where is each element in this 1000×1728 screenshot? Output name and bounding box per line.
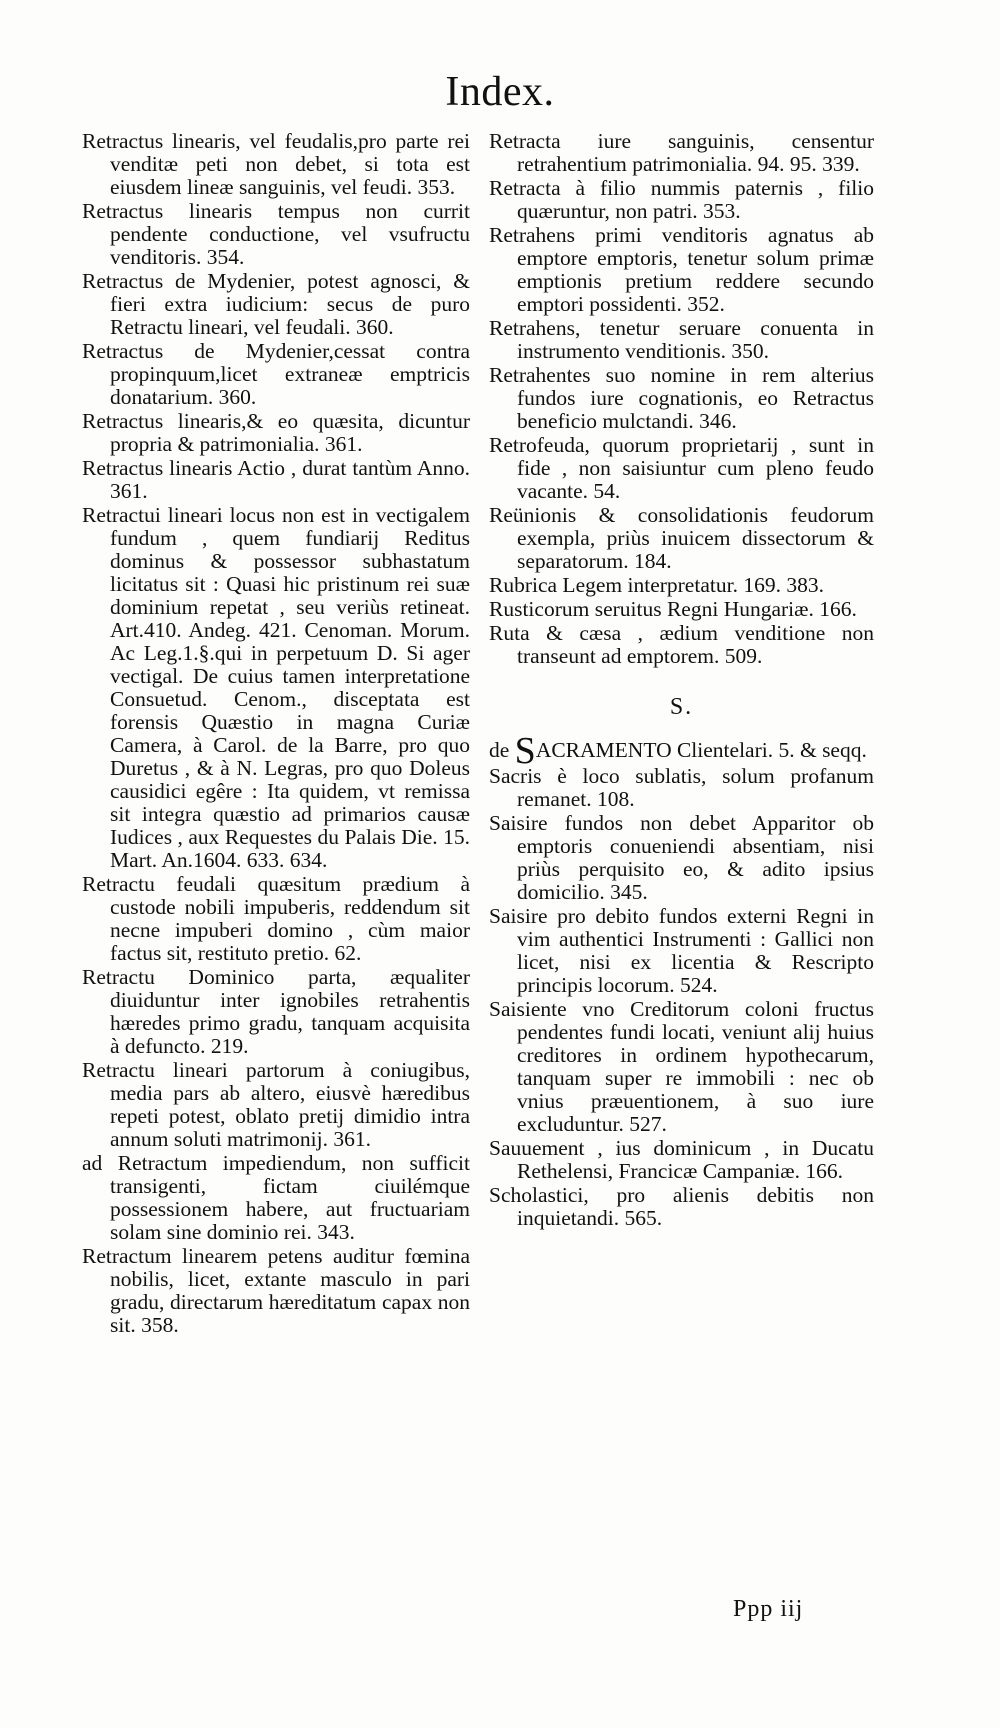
index-entry: Retractus linearis tempus non currit pendente conductione, vel vsufructu venditoris. 354. — [82, 199, 470, 269]
index-entry: Rusticorum seruitus Regni Hungariæ. 166. — [489, 597, 857, 621]
index-entry: Sauuement , ius dominicum , in Ducatu Rethelensi, Francicæ Campaniæ. 166. — [489, 1136, 874, 1183]
index-entry: Retrahens primi venditoris agnatus ab emptore emptoris, tenetur solum primæ emptionis pretium reddere secundo emptori possidenti. 352. — [489, 223, 874, 316]
index-entry: ad Retractum impediendum, non sufficit transigenti, fictam ciuilémque possessionem habere, aut fructuariam solam sine dominio rei. 343. — [82, 1151, 470, 1244]
index-entry: Retractus de Mydenier,cessat contra propinquum,licet extraneæ emptricis donatarium. 360. — [82, 339, 470, 409]
left-column — [82, 130, 470, 1338]
index-entry: Retractus linearis Actio , durat tantùm Anno. 361. — [82, 456, 470, 503]
catchword-signature: Ppp iij — [733, 1596, 804, 1622]
index-entry: Retrahens, tenetur seruare conuenta in instrumento venditionis. 350. — [489, 316, 874, 363]
section-first-text: ACRAMENTO Clientelari. 5. & seqq. — [535, 738, 867, 762]
index-entry: Saisire fundos non debet Apparitor ob emptoris conueniendi absentiam, nisi priùs perquisito eo, & adito ipsius domicilio. 345. — [489, 811, 874, 904]
index-entry: Scholastici, pro alienis debitis non inquietandi. 565. — [489, 1183, 874, 1230]
index-entry: Sacris è loco sublatis, solum profanum remanet. 108. — [489, 764, 874, 811]
index-entry: Retractum linearem petens auditur fœmina nobilis, licet, extante masculo in pari gradu, directarum hæreditatum capax non sit. 358. — [82, 1244, 470, 1337]
index-entry: Saisire pro debito fundos externi Regni in vim authentici Instrumenti : Gallici non licet, nisi ex licentia & Rescripto principis locorum. 524. — [489, 904, 874, 997]
index-entry: Retractus linearis,& eo quæsita, dicuntur propria & patrimonialia. 361. — [82, 409, 470, 456]
section-letter-heading: S. — [669, 694, 694, 720]
index-entry: Retractus linearis, vel feudalis,pro parte rei venditæ peti non debet, si tota est eiusdem lineæ sanguinis, vel feudi. 353. — [82, 129, 470, 199]
index-entry: Retrahentes suo nomine in rem alterius fundos iure cognationis, eo Retractus beneficio mulctandi. 346. — [489, 363, 874, 433]
index-entry: Retractus de Mydenier, potest agnosci, & fieri extra iudicium: secus de puro Retractu lineari, vel feudali. 360. — [82, 269, 470, 339]
index-entry: Retracta iure sanguinis, censentur retrahentium patrimonialia. 94. 95. 339. — [489, 129, 874, 176]
index-entry: Rubrica Legem interpretatur. 169. 383. — [489, 573, 824, 597]
index-entry: Ruta & cæsa , ædium venditione non transeunt ad emptorem. 509. — [489, 621, 874, 668]
page-title: Index. — [445, 69, 555, 115]
drop-capital: S — [514, 730, 536, 772]
section-prefix: de — [489, 738, 515, 762]
index-entry: Saisiente vno Creditorum coloni fructus pendentes fundi locati, veniunt alij huius creditores in ordinem hypothecarum, tanquam super re immobili : nec ob vnius præuentionem, à suo iure excluduntur. 527. — [489, 997, 874, 1136]
index-entry: Retrofeuda, quorum proprietarij , sunt in fide , non saisiuntur cum pleno feudo vacante. 54. — [489, 433, 874, 503]
index-entry: Retractu feudali quæsitum prædium à custode nobili impuberis, reddendum sit necne impuberi domino , cùm maior factus sit, restituto pretio. 62. — [82, 872, 470, 965]
right-column — [489, 130, 874, 1231]
index-entry: Retractu lineari partorum à coniugibus, media pars ab altero, eiusvè hæredibus repeti potest, oblato pretij dimidio intra annum soluti matrimonij. 361. — [82, 1058, 470, 1151]
index-entry: Retractui lineari locus non est in vectigalem fundum , quem fundiarij Reditus dominus & possessor subhastatum licitatus sit : Quasi hic pristinum rei suæ dominium repetat , seu veriùs retineat. Art.410. Andeg. 421. Cenoman. Morum. Ac Leg.1.§.qui in perpetuum D. Si ager vectigal. De cuius tamen interpretatione Consuetud. Cenom., disceptata est forensis Quæstio in magna Curiæ Camera, à Carol. de la Barre, pro quo Duretus , & à N. Legras, pro quo Doleus causidici egêre : Ita quidem, vt remissa sit integra quæstio ad primarios causæ Iudices , aux Requestes du Palais Die. 15. Mart. An.1604. 633. 634. — [82, 503, 470, 872]
index-entry: Retracta à filio nummis paternis , filio quæruntur, non patri. 353. — [489, 176, 874, 223]
index-entry: Retractu Dominico parta, æqualiter diuiduntur inter ignobiles retrahentis hæredes primo gradu, tanquam acquisita à defuncto. 219. — [82, 965, 470, 1058]
section-first-entry — [489, 730, 874, 772]
index-entry: Reünionis & consolidationis feudorum exempla, priùs inuicem dissectorum & separatorum. 184. — [489, 503, 874, 573]
